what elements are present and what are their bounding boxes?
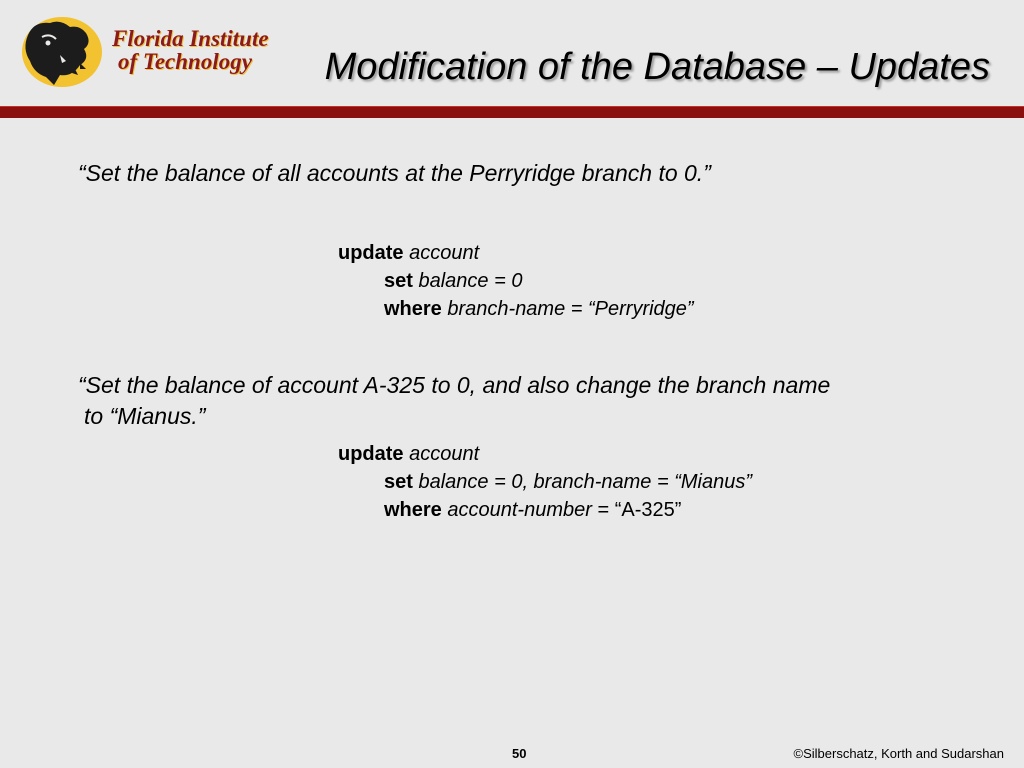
sql-keyword-where: where (384, 499, 442, 521)
title-divider-bar (0, 106, 1024, 118)
slide-title: Modification of the Database – Updates (324, 46, 990, 88)
panther-emblem-icon (20, 15, 104, 89)
sql-keyword-update: update (338, 242, 404, 264)
fit-logo (20, 15, 269, 89)
logo-text-line2: of Technology (118, 49, 252, 74)
sql-update-line (338, 440, 752, 468)
page-number: 50 (512, 746, 527, 761)
sql-keyword-set: set (384, 471, 413, 493)
sql-set-line (338, 267, 694, 295)
sql-keyword-set: set (384, 270, 413, 292)
sql-where-line (338, 295, 694, 323)
logo-text-line1: Florida Institute (112, 26, 269, 51)
sql-where-value: = “A-325” (591, 499, 682, 521)
sql-where-attribute: account-number (447, 499, 592, 521)
sql-set-expression: balance = 0 (418, 270, 523, 292)
sql-keyword-where: where (384, 298, 442, 320)
example2-sql-code (338, 440, 752, 524)
sql-set-expression: balance = 0, branch-name = “Mianus” (418, 471, 752, 493)
example2-quote-line1: “Set the balance of account A-325 to 0, and also change the branch name (78, 372, 831, 398)
sql-where-line (338, 496, 752, 524)
example1-sql-code (338, 239, 694, 323)
sql-update-line (338, 239, 694, 267)
sql-keyword-update: update (338, 443, 404, 465)
copyright-notice: ©Silberschatz, Korth and Sudarshan (793, 746, 1004, 761)
sql-table-name: account (409, 242, 480, 264)
sql-table-name: account (409, 443, 480, 465)
example1-quote: “Set the balance of all accounts at the Perryridge branch to 0.” (78, 160, 711, 186)
sql-where-value: = “Perryridge” (565, 298, 694, 320)
sql-where-attribute: branch-name (447, 298, 566, 320)
example2-quote-line2: to “Mianus.” (84, 403, 206, 429)
sql-set-line (338, 468, 752, 496)
